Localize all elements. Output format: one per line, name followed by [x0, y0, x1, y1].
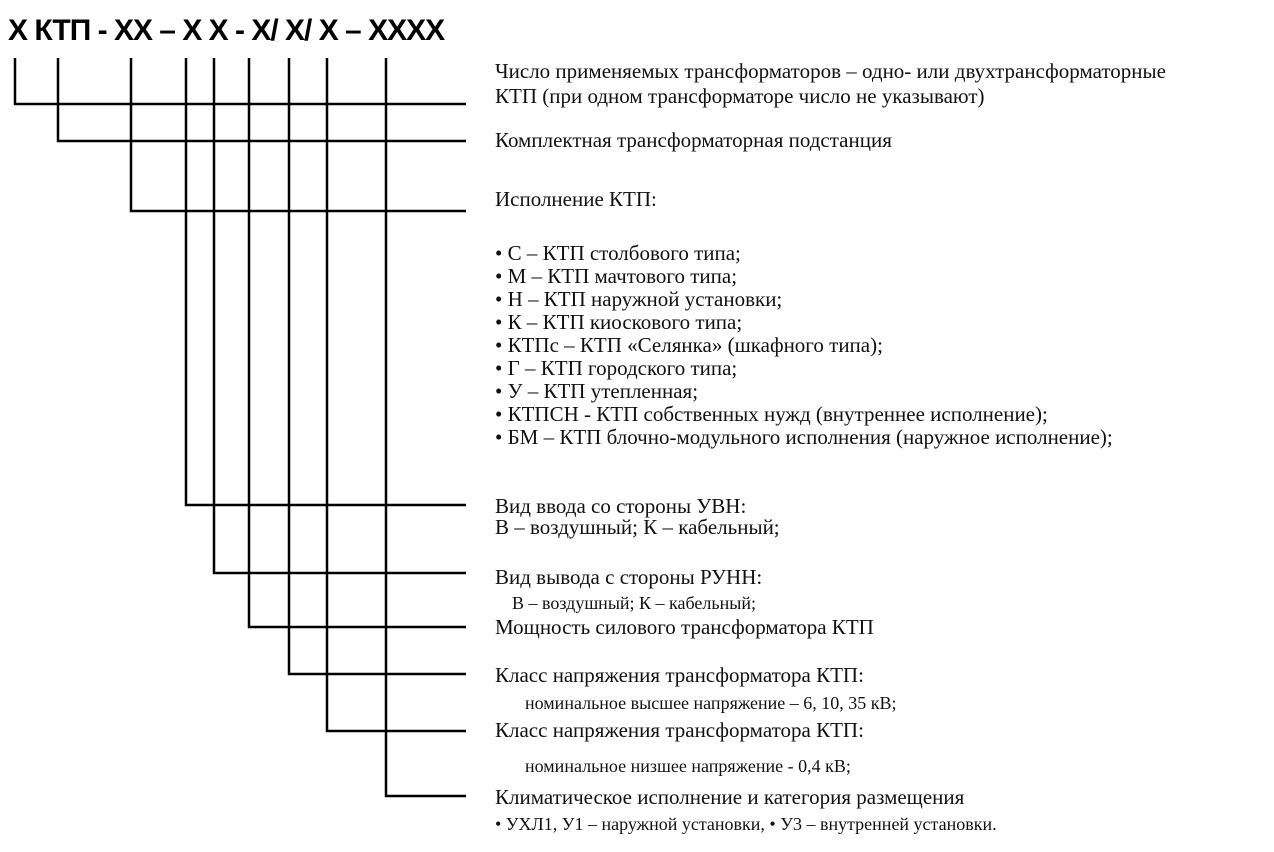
type-item: • Г – КТП городского типа; [495, 356, 738, 380]
type-item: • Н – КТП наружной установки; [495, 287, 783, 311]
climate-values: • УХЛ1, У1 – наружной установки, • У3 – внутренней установки. [495, 814, 997, 834]
input-values: В – воздушный; К – кабельный; [495, 515, 780, 539]
type-item: • У – КТП утепленная; [495, 379, 699, 403]
lv-title: Класс напряжения трансформатора КТП: [495, 718, 864, 742]
type-item: • М – КТП мачтового типа; [495, 264, 738, 288]
output-title: Вид вывода с стороны РУНН: [495, 565, 763, 589]
designation-code: Х КТП - ХХ – Х Х - Х/ Х/ Х – ХХХХ [8, 14, 445, 47]
line-hv [289, 58, 466, 674]
type-title: Исполнение КТП: [495, 187, 657, 211]
count-desc-1: Число применяемых трансформаторов – одно- или двухтрансформаторные [495, 59, 1166, 83]
line-output [214, 58, 466, 573]
output-values: В – воздушный; К – кабельный; [512, 593, 756, 613]
type-item: • К – КТП киоскового типа; [495, 310, 743, 334]
line-type [131, 58, 466, 211]
hv-values: номинальное высшее напряжение – 6, 10, 35 кВ; [525, 693, 897, 713]
line-climate [386, 58, 466, 796]
input-title: Вид ввода со стороны УВН: [495, 494, 747, 518]
lv-values: номинальное низшее напряжение - 0,4 кВ; [525, 756, 851, 776]
type-item: • БМ – КТП блочно-модульного исполнения (наружное исполнение); [495, 425, 1113, 449]
count-desc-2: КТП (при одном трансформаторе число не указывают) [495, 84, 985, 108]
line-count [15, 58, 466, 104]
line-ktp [58, 58, 466, 141]
type-item: • КТПСН - КТП собственных нужд (внутреннее исполнение); [495, 402, 1048, 426]
type-item: • С – КТП столбового типа; [495, 241, 741, 265]
type-item: • КТПс – КТП «Селянка» (шкафного типа); [495, 333, 883, 357]
ktp-desc: Комплектная трансформаторная подстанция [495, 128, 892, 152]
line-lv [327, 58, 466, 731]
line-power [249, 58, 466, 627]
climate-title: Климатическое исполнение и категория размещения [495, 785, 965, 809]
hv-title: Класс напряжения трансформатора КТП: [495, 663, 864, 687]
power-desc: Мощность силового трансформатора КТП [495, 615, 874, 639]
